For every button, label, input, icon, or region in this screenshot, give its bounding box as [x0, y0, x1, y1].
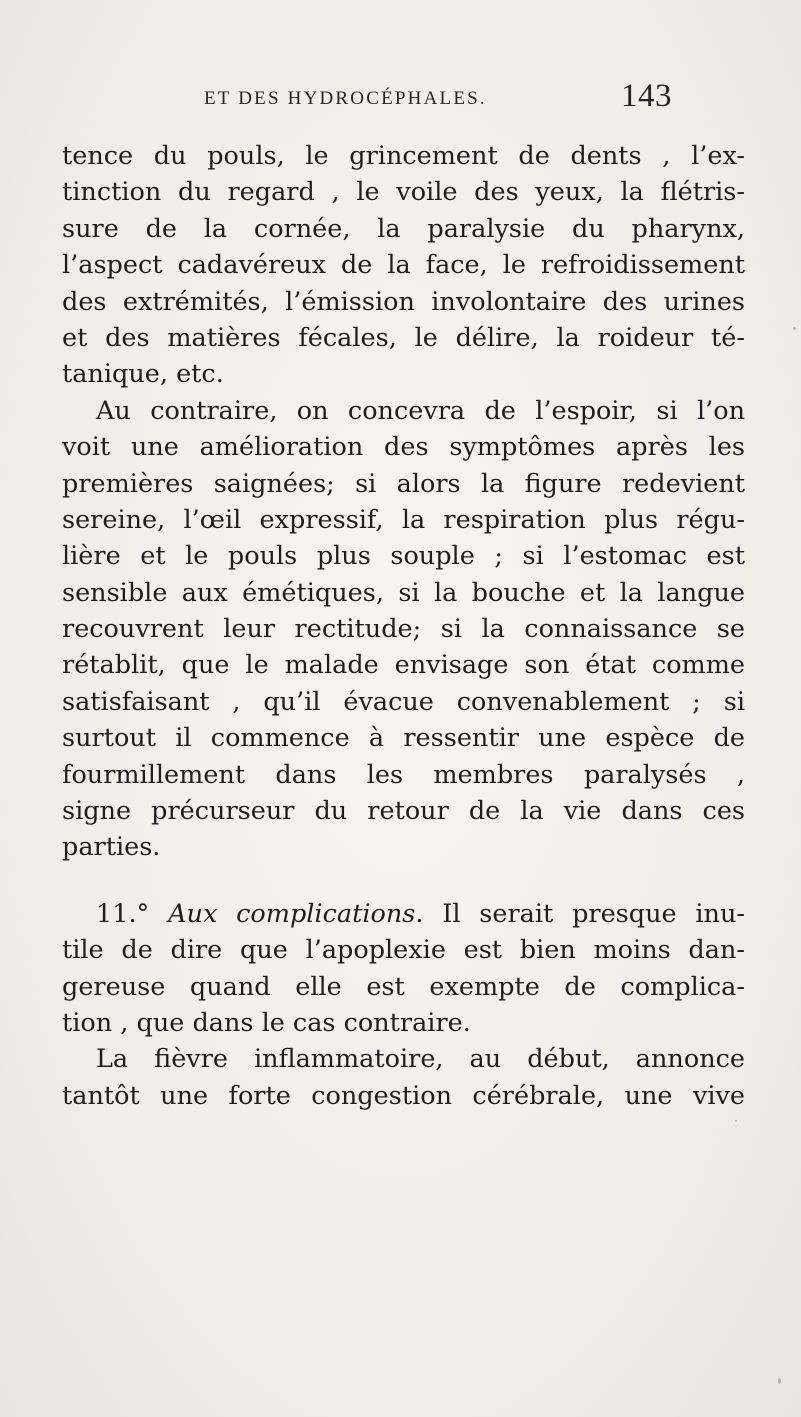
text-line: fourmillement dans les membres paralysés , — [62, 759, 745, 790]
paragraph-1 — [62, 138, 745, 393]
text-line: tence du pouls, le grincement de dents , l’ex- — [62, 141, 745, 171]
text-line: tion , que dans le cas contraire. — [62, 1007, 471, 1038]
text-line: satisfaisant , qu’il évacue convenablement ; si — [62, 686, 745, 717]
text-line: tanique, etc. — [62, 359, 224, 390]
paragraph-2 — [62, 393, 745, 866]
text-line: parties. — [62, 832, 161, 863]
text-line: recouvrent leur rectitude; si la connaissance se — [62, 614, 745, 645]
body-text — [62, 138, 745, 1114]
text-line: rétablit, que le malade envisage son état comme — [62, 650, 745, 681]
text-line: sereine, l’œil expressif, la respiration plus régu- — [62, 504, 745, 535]
text-line: et des matières fécales, le délire, la roideur té- — [62, 322, 745, 353]
paragraph-4 — [62, 1041, 745, 1114]
running-head — [204, 78, 684, 128]
text-line: signe précurseur du retour de la vie dans ces — [62, 796, 745, 827]
text-line: La fièvre inflammatoire, au début, annonce — [96, 1044, 745, 1075]
section-heading-line — [62, 896, 745, 932]
section-heading: Aux complications. — [168, 898, 424, 929]
text-line: lière et le pouls plus souple ; si l’estomac est — [62, 541, 745, 572]
text-line: sure de la cornée, la paralysie du pharynx, — [62, 213, 745, 244]
section-heading-rest: Il serait presque inu- — [442, 898, 746, 929]
text-line: premières saignées; si alors la figure redevient — [62, 468, 745, 499]
page-number: 143 — [621, 78, 672, 114]
paragraph-gap — [62, 866, 745, 896]
paper-speck — [735, 1120, 737, 1122]
paper-speck — [778, 1378, 781, 1384]
paper-speck — [793, 327, 796, 330]
running-title: ET DES HYDROCÉPHALES. — [204, 88, 487, 109]
text-line: tile de dire que l’apoplexie est bien moins dan- — [62, 935, 745, 966]
text-line: sensible aux émétiques, si la bouche et la langue — [62, 577, 745, 608]
text-line: tantôt une forte congestion cérébrale, une vive — [62, 1080, 745, 1111]
text-line: voit une amélioration des symptômes après les — [62, 432, 745, 463]
text-line: Au contraire, on concevra de l’espoir, si l’on — [96, 395, 745, 426]
text-line: gereuse quand elle est exempte de complica- — [62, 971, 745, 1002]
section-number: 11.° — [96, 898, 150, 929]
text-line: des extrémités, l’émission involontaire des urines — [62, 286, 745, 317]
paragraph-3 — [62, 896, 745, 1042]
text-line: l’aspect cadavéreux de la face, le refroidissement — [62, 250, 745, 281]
text-line: surtout il commence à ressentir une espèce de — [62, 723, 745, 754]
text-line: tinction du regard , le voile des yeux, la flétris- — [62, 177, 745, 208]
